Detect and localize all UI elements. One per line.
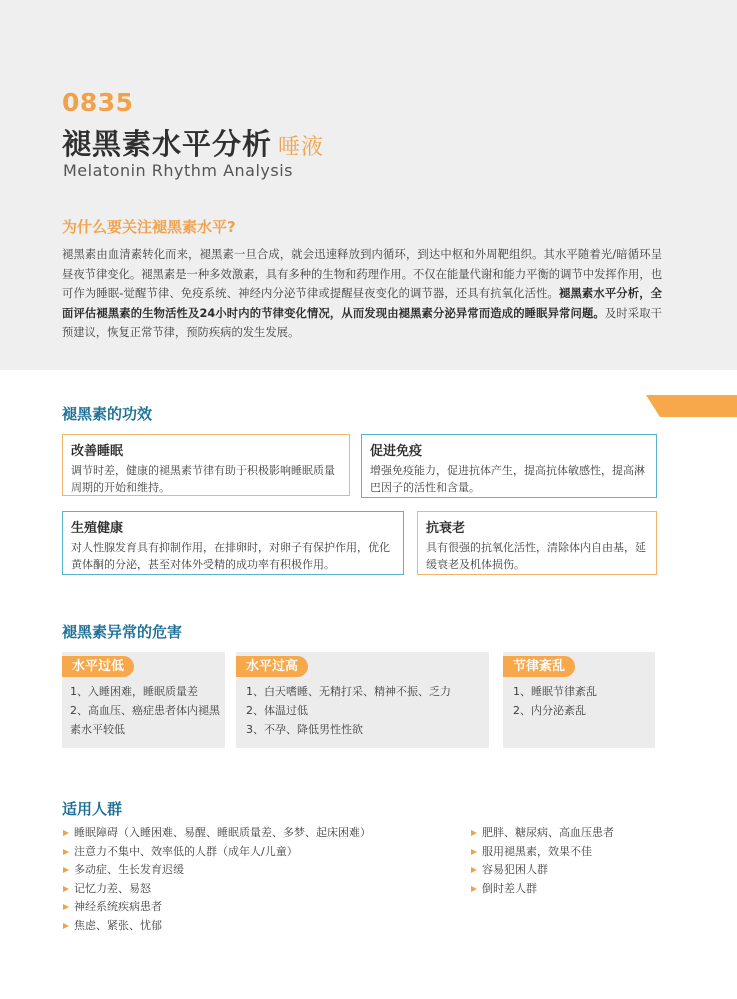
suitable-list-left [62, 824, 462, 935]
benefit-card-immunity [361, 434, 657, 498]
list-item: 2、高血压、癌症患者体内褪黑素水平较低 [70, 704, 220, 736]
list-item: 容易犯困人群 [470, 861, 670, 880]
section-divider [0, 370, 737, 400]
hazard-list-low [70, 682, 220, 739]
benefit-desc: 对人性腺发育具有抑制作用，在排卵时，对卵子有保护作用，优化黄体酮的分泌，甚至对体外受精的成功率有积极作用。 [71, 541, 390, 571]
benefit-card-antiaging [417, 511, 657, 575]
product-code: 0835 [62, 88, 134, 117]
list-item: 倒时差人群 [470, 880, 670, 899]
suitable-heading: 适用人群 [62, 800, 123, 818]
benefit-title: 促进免疫 [370, 444, 423, 459]
list-item: 肥胖、糖尿病、高血压患者 [470, 824, 670, 843]
hazard-list-rhythm [513, 682, 653, 720]
list-item: 1、白天嗜睡、无精打采、精神不振、乏力 [246, 685, 451, 698]
why-paragraph [62, 245, 662, 343]
benefit-title: 抗衰老 [426, 521, 466, 536]
title-main: 褪黑素水平分析 [62, 127, 273, 161]
hazards-heading: 褪黑素异常的危害 [62, 623, 183, 641]
list-item: 3、不孕、降低男性性欲 [246, 723, 363, 736]
why-text-bold: 褪黑素水平分析，全面评估褪黑素的生物活性及24小时内的节律变化情况，从而发现由褪黑素分泌异常而造成的睡眠异常问题。 [62, 287, 662, 320]
page-title-en: Melatonin Rhythm Analysis [63, 161, 294, 180]
benefit-card-reproductive [62, 511, 404, 575]
why-heading: 为什么要关注褪黑素水平? [62, 218, 236, 236]
why-text-1: 褪黑素由血清素转化而来，褪黑素一旦合成，就会迅速释放到内循环，到达中枢和外周靶组织。其水平随着光/暗循环呈昼夜节律变化。褪黑素是一种多效激素，具有多种的生物和药理作用。不仅在能量代谢和能力平衡的调节中发挥作用，也可作为睡眠-觉醒节律、免疫系统、神经内分泌节律或提醒昼夜变化的调节器，还具有抗氧化活性。 [62, 248, 662, 301]
hazard-label-rhythm: 节律紊乱 [503, 656, 575, 677]
list-item: 睡眠障碍（入睡困难、易醒、睡眠质量差、多梦、起床困难） [62, 824, 462, 843]
benefit-title: 生殖健康 [71, 521, 124, 536]
hazard-list-high [246, 682, 486, 739]
benefit-desc: 具有很强的抗氧化活性，清除体内自由基，延缓衰老及机体损伤。 [426, 541, 646, 571]
page-title [62, 122, 324, 163]
suitable-list-right [470, 824, 670, 898]
hazard-label-high: 水平过高 [236, 656, 308, 677]
hazard-label-low: 水平过低 [62, 656, 134, 677]
benefit-title: 改善睡眠 [71, 444, 124, 459]
why-text-2: 及时采取干预建议，恢复正常节律，预防疾病的发生发展。 [62, 306, 662, 340]
decor-tab [646, 395, 737, 417]
benefits-heading: 褪黑素的功效 [62, 405, 153, 423]
list-item: 2、内分泌紊乱 [513, 704, 586, 717]
list-item: 神经系统疾病患者 [62, 898, 462, 917]
title-sample: 唾液 [278, 135, 325, 160]
list-item: 多动症、生长发育迟缓 [62, 861, 462, 880]
list-item: 2、体温过低 [246, 704, 308, 717]
benefit-desc: 调节时差，健康的褪黑素节律有助于积极影响睡眠质量周期的开始和维持。 [71, 464, 335, 494]
list-item: 焦虑、紧张、忧郁 [62, 917, 462, 936]
list-item: 记忆力差、易怒 [62, 880, 462, 899]
benefit-card-sleep [62, 434, 350, 496]
list-item: 服用褪黑素，效果不佳 [470, 843, 670, 862]
list-item: 1、睡眠节律紊乱 [513, 685, 597, 698]
benefit-desc: 增强免疫能力，促进抗体产生，提高抗体敏感性，提高淋巴因子的活性和含量。 [370, 464, 645, 494]
list-item: 注意力不集中、效率低的人群（成年人/儿童） [62, 843, 462, 862]
list-item: 1、入睡困难，睡眠质量差 [70, 685, 198, 698]
